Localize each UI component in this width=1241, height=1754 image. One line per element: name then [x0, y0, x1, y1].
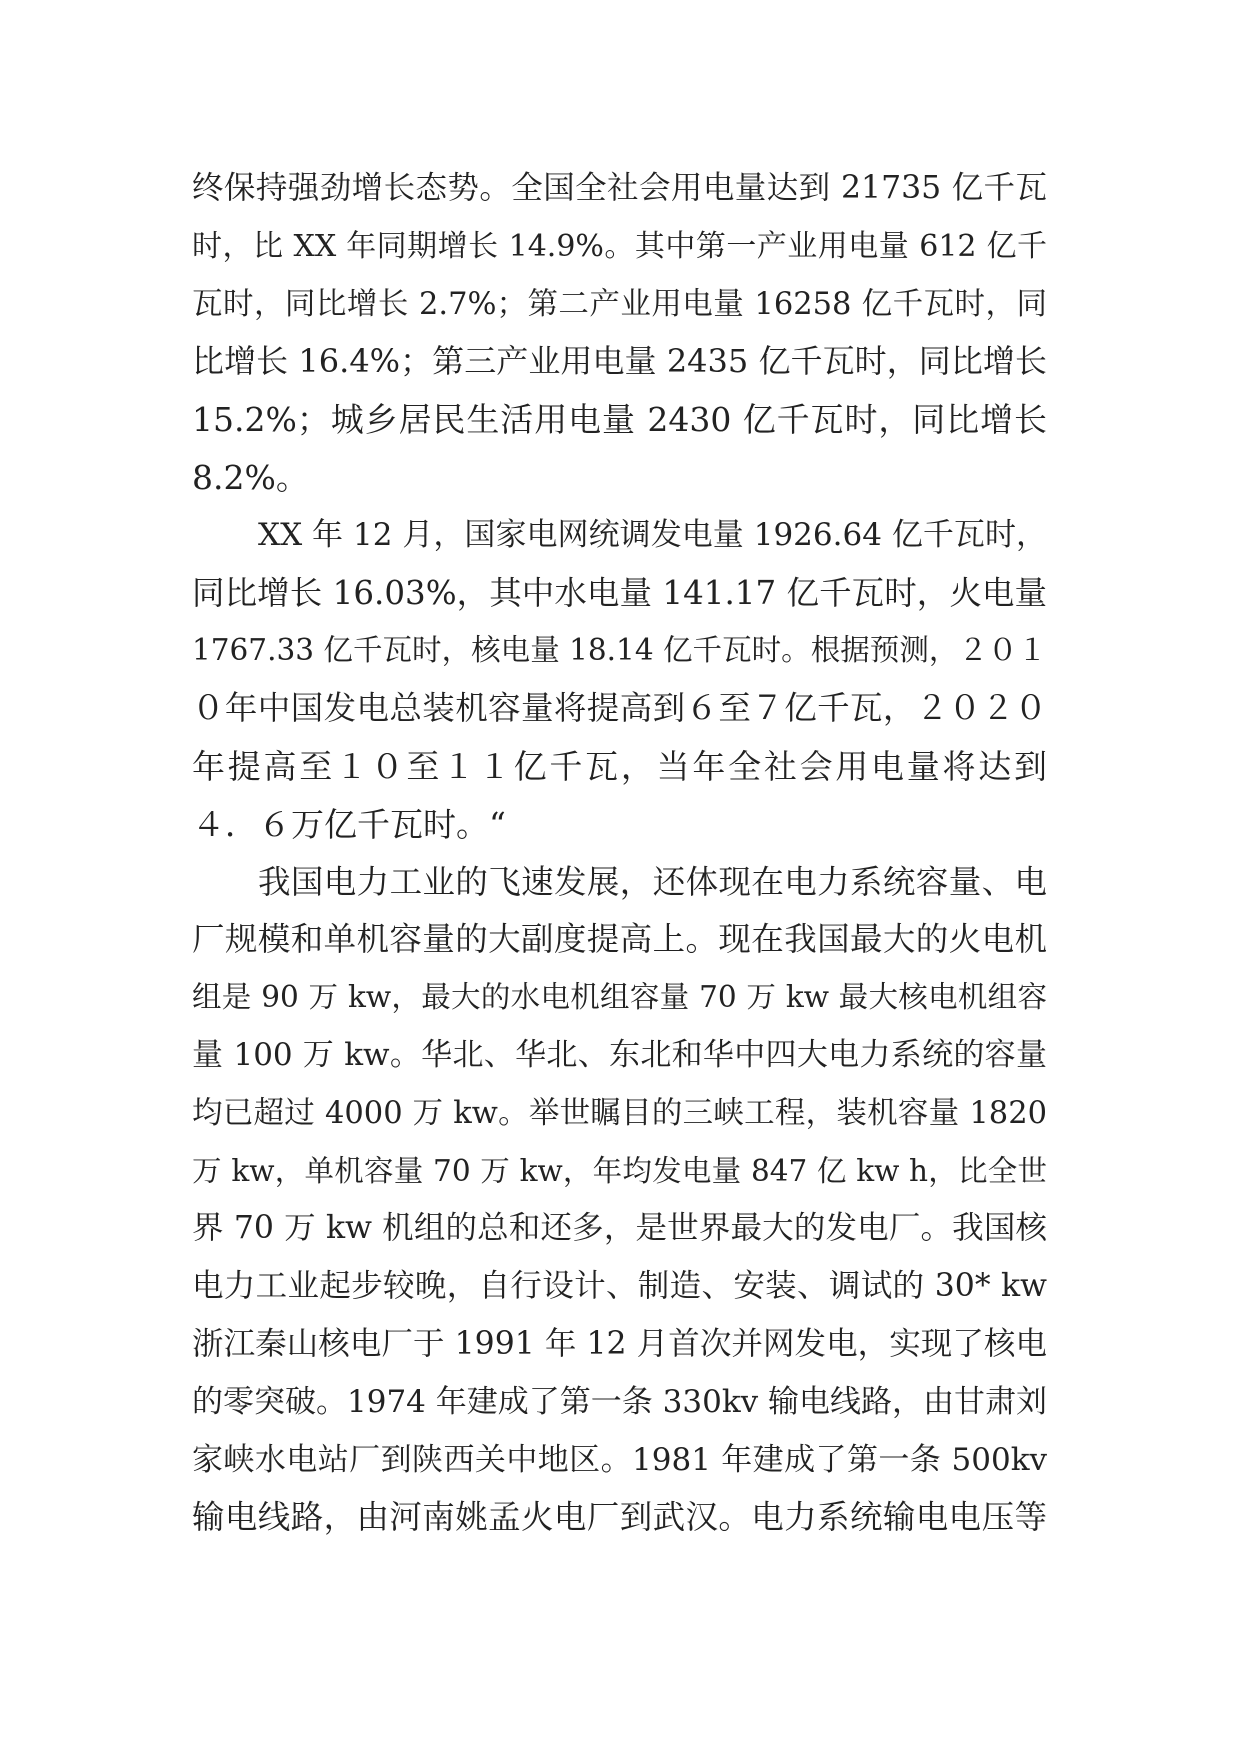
paragraph-first-line: 我国电力工业的飞速发展，还体现在电力系统容量、电: [258, 862, 1047, 901]
text-line: 量 100 万 kw。华北、华北、东北和华中四大电力系统的容量: [192, 1036, 1047, 1073]
text-line: 家峡水电站厂到陕西关中地区。1981 年建成了第一条 500kv: [192, 1441, 1047, 1478]
text-line: 均已超过 4000 万 kw。举世瞩目的三峡工程，装机容量 1820: [192, 1095, 1047, 1131]
text-line: 15.2%；城乡居民生活用电量 2430 亿千瓦时，同比增长: [192, 400, 1047, 440]
text-line: 比增长 16.4%；第三产业用电量 2435 亿千瓦时，同比增长: [192, 342, 1047, 381]
text-line: 电力工业起步较晚，自行设计、制造、安装、调试的 30* kw: [192, 1268, 1047, 1305]
text-line: 年提高至１０至１１亿千瓦，当年全社会用电量将达到: [192, 746, 1047, 786]
text-line: 浙江秦山核电厂于 1991 年 12 月首次并网发电，实现了核电: [192, 1325, 1047, 1362]
text-line: 界 70 万 kw 机组的总和还多，是世界最大的发电厂。我国核: [192, 1210, 1047, 1247]
body-text: [192, 160, 1047, 1547]
text-line: 8.2%。: [192, 457, 309, 497]
text-line: 输电线路，由河南姚孟火电厂到武汉。电力系统输电电压等: [192, 1498, 1047, 1537]
text-line: ４．６万亿千瓦时。“: [192, 804, 506, 844]
text-line: 同比增长 16.03%，其中水电量 141.17 亿千瓦时，火电量: [192, 573, 1047, 612]
text-line: 瓦时，同比增长 2.7%；第二产业用电量 16258 亿千瓦时，同: [192, 286, 1047, 322]
text-line: ０年中国发电总装机容量将提高到６至７亿千瓦，２０２０: [192, 689, 1047, 728]
text-line: 时，比 XX 年同期增长 14.9%。其中第一产业用电量 612 亿千: [192, 228, 1047, 264]
paragraph-first-line: XX 年 12 月，国家电网统调发电量 1926.64 亿千瓦时，: [258, 516, 1047, 553]
text-line: 厂规模和单机容量的大副度提高上。现在我国最大的火电机: [192, 920, 1047, 959]
text-line: 1767.33 亿千瓦时，核电量 18.14 亿千瓦时。根据预测，２０１: [192, 633, 1047, 668]
text-line: 万 kw，单机容量 70 万 kw，年均发电量 847 亿 kw h，比全世: [192, 1153, 1047, 1188]
text-line: 终保持强劲增长态势。全国全社会用电量达到 21735 亿千瓦: [192, 170, 1047, 206]
text-line: 的零突破。1974 年建成了第一条 330kv 输电线路，由甘肃刘: [192, 1383, 1047, 1420]
text-line: 组是 90 万 kw，最大的水电机组容量 70 万 kw 最大核电机组容: [192, 980, 1047, 1015]
